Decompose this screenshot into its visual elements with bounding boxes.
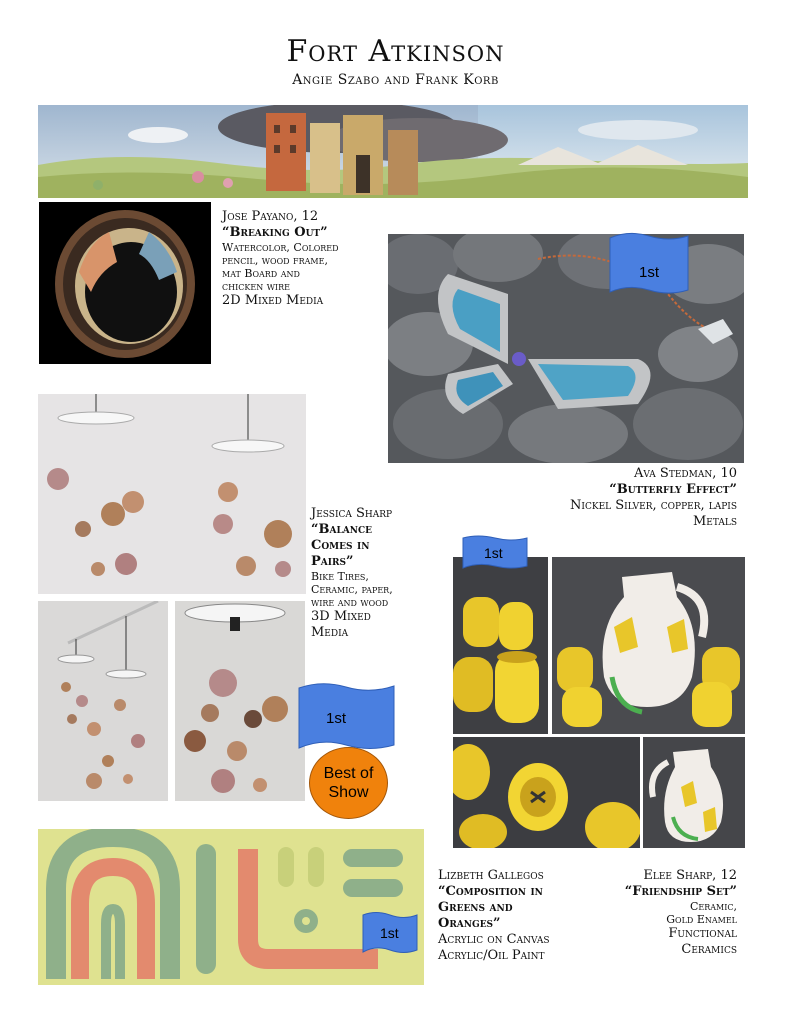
- page-title: Fort Atkinson: [286, 34, 505, 69]
- balance-mobile-image-right: [175, 601, 305, 801]
- first-place-label: 1st: [326, 710, 347, 727]
- breaking-out-image: [39, 202, 211, 364]
- butterfly-effect-image: [388, 234, 744, 463]
- friendship-set-image-pitcher-side: [643, 737, 745, 848]
- artwork-title-line: Comes in: [311, 538, 370, 553]
- artwork-medium-line: Gold Enamel: [666, 913, 737, 926]
- artwork-category: 2D Mixed Media: [222, 293, 324, 308]
- artwork-category-line: Functional: [668, 926, 737, 941]
- artwork-medium-line: mat Board and: [222, 267, 300, 280]
- first-place-flag-composition: [362, 910, 418, 956]
- artwork-medium: Nickel Silver, copper, lapis: [570, 498, 737, 513]
- artwork-medium-line: chicken wire: [222, 280, 290, 293]
- artwork-medium-line: Ceramic,: [689, 900, 737, 913]
- artwork-category-line: 3D Mixed: [311, 609, 371, 624]
- artwork-medium-line: Bike Tires,: [311, 570, 369, 583]
- artwork-title-line: “Composition in: [438, 884, 543, 899]
- best-of-show-line: Best of: [323, 765, 374, 782]
- best-of-show-line: Show: [328, 784, 369, 801]
- artwork-title: “Breaking Out”: [222, 225, 328, 240]
- artwork-medium-line: Watercolor, Colored: [222, 241, 339, 254]
- artwork-medium-line: Ceramic, paper,: [311, 583, 393, 596]
- first-place-label: 1st: [639, 264, 660, 281]
- artwork-title-line: Oranges”: [438, 916, 501, 931]
- best-of-show-badge: [309, 747, 388, 819]
- first-place-flag-butterfly: [609, 230, 689, 300]
- artwork-title: “Friendship Set”: [624, 884, 737, 899]
- artwork-medium-line: wire and wood: [311, 596, 389, 609]
- artwork-medium-line: pencil, wood frame,: [222, 254, 328, 267]
- artwork-category: Acrylic/Oil Paint: [438, 948, 545, 963]
- balance-mobile-image-main: [38, 394, 306, 594]
- balance-mobile-image-left: [38, 601, 168, 801]
- panorama-banner-image: [38, 105, 748, 198]
- caption-sharp-elee: [606, 868, 737, 958]
- first-place-flag-mobile: [298, 680, 395, 755]
- artist-name: Jessica Sharp: [311, 506, 393, 521]
- caption-payano: [222, 209, 387, 309]
- artwork-category-line: Ceramics: [681, 942, 737, 957]
- artist-name: Lizbeth Gallegos: [438, 868, 544, 883]
- artist-name: Ava Stedman, 10: [634, 466, 737, 481]
- artist-name: Jose Payano, 12: [222, 209, 319, 224]
- artwork-title-line: Pairs”: [311, 554, 354, 569]
- composition-greens-oranges-image: [38, 829, 424, 985]
- friendship-set-image-topview: [453, 737, 640, 848]
- artwork-title-line: Greens and: [438, 900, 513, 915]
- first-place-flag-ceramics: [462, 534, 528, 572]
- artwork-title-line: “Balance: [311, 522, 373, 537]
- page-subtitle: Angie Szabo and Frank Korb: [292, 72, 499, 88]
- first-place-label: 1st: [380, 925, 399, 941]
- caption-gallegos: [438, 868, 608, 964]
- artwork-category: Metals: [692, 514, 737, 529]
- artwork-medium: Acrylic on Canvas: [438, 932, 550, 947]
- caption-stedman: [440, 466, 737, 530]
- friendship-set-image-pitcher: [552, 557, 745, 734]
- artwork-title: “Butterfly Effect”: [609, 482, 737, 497]
- first-place-label: 1st: [484, 545, 503, 561]
- friendship-set-image-cups: [453, 557, 548, 734]
- caption-sharp-jessica: [311, 506, 446, 641]
- artwork-category-line: Media: [311, 625, 349, 640]
- artist-name: Elee Sharp, 12: [643, 868, 737, 883]
